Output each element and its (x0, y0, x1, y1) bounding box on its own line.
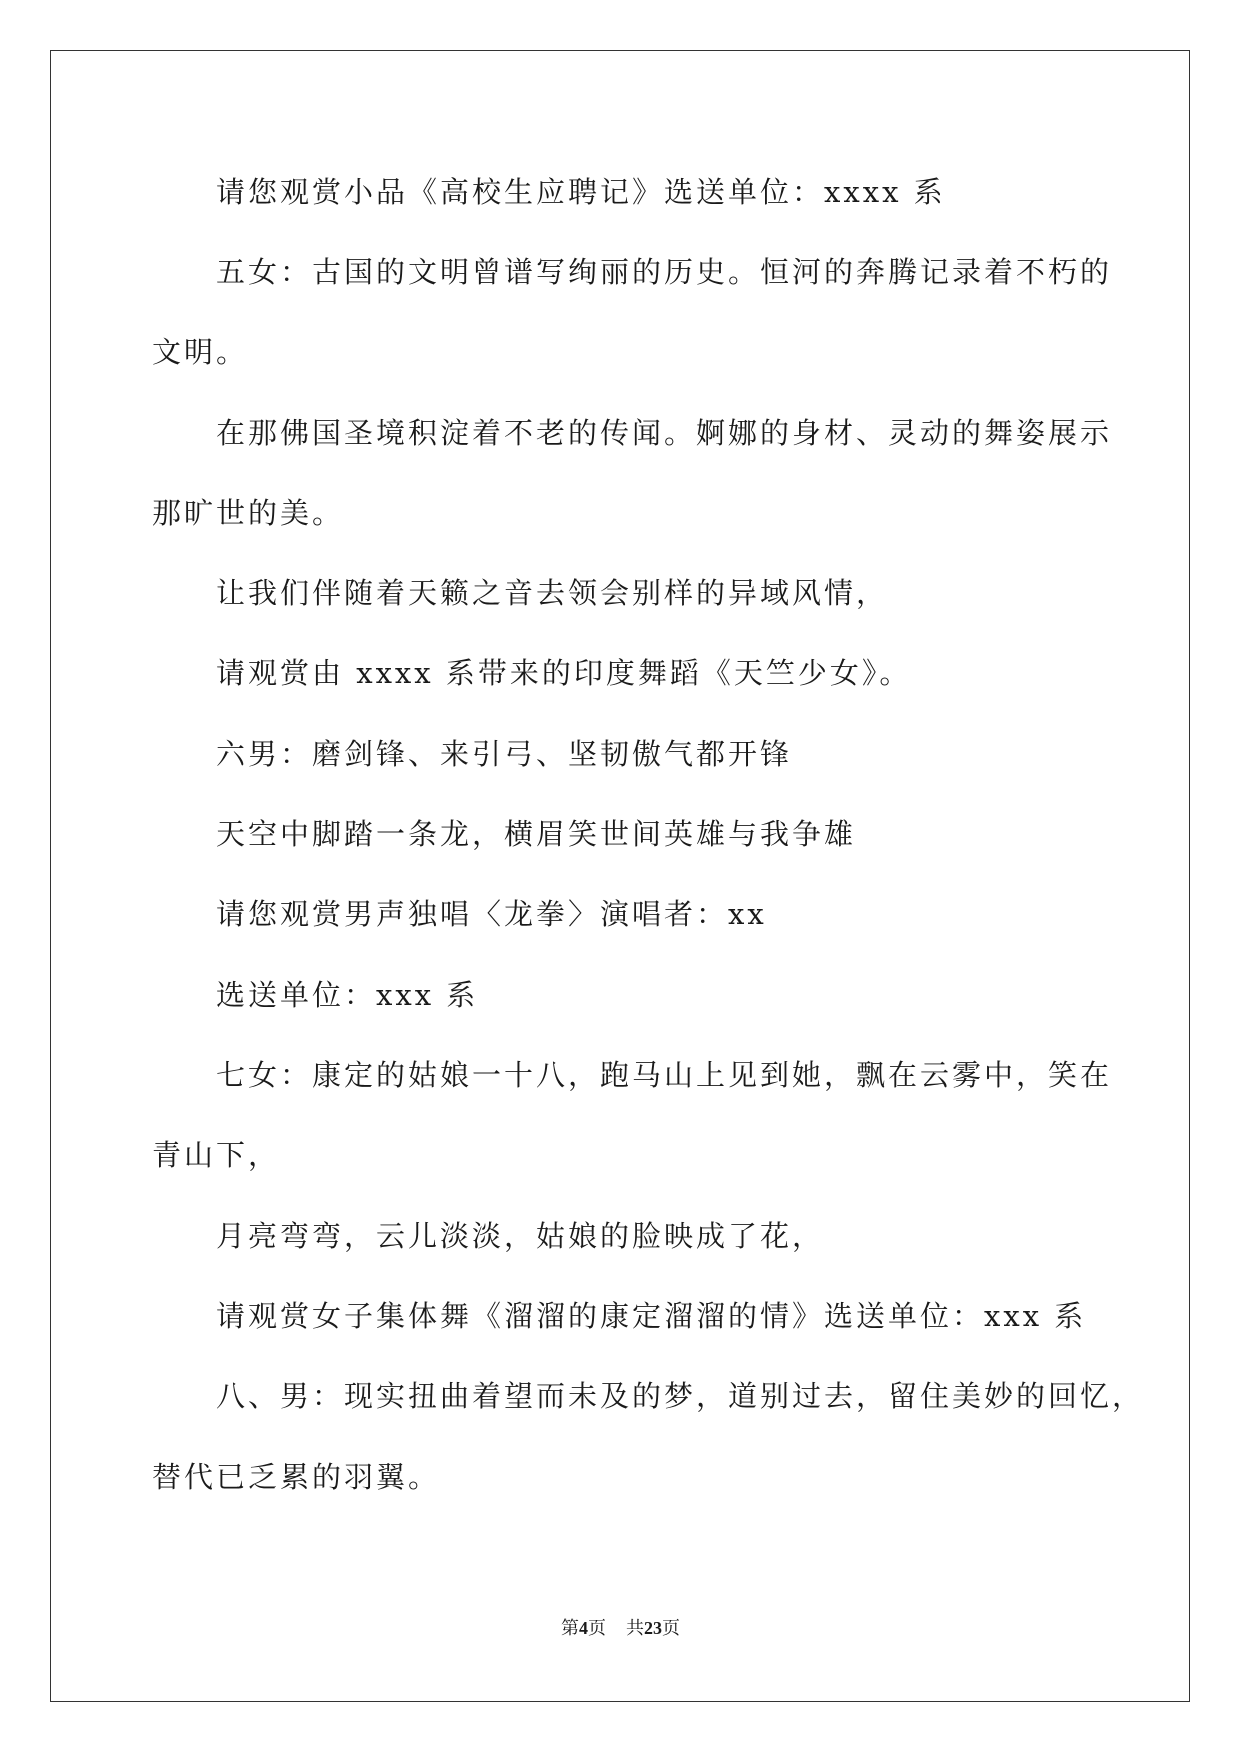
paragraph-line: 请您观赏小品《高校生应聘记》选送单位：xxxx 系 (216, 175, 946, 209)
paragraph-line: 那旷世的美。 (152, 496, 345, 530)
footer-total-pages: 23 (644, 1618, 662, 1638)
paragraph-line: 请观赏女子集体舞《溜溜的康定溜溜的情》选送单位：xxx 系 (216, 1299, 1087, 1333)
footer-total-prefix: 共 (626, 1618, 644, 1639)
paragraph-line: 让我们伴随着天籁之音去领会别样的异域风情， (216, 576, 889, 610)
paragraph-line: 请观赏由 xxxx 系带来的印度舞蹈《天竺少女》。 (216, 656, 912, 690)
paragraph-line: 天空中脚踏一条龙，横眉笑世间英雄与我争雄 (216, 817, 857, 851)
footer-total-unit: 页 (662, 1618, 680, 1639)
page-border (50, 50, 1190, 1702)
paragraph-line: 在那佛国圣境积淀着不老的传闻。婀娜的身材、灵动的舞姿展示 (216, 416, 1113, 450)
paragraph-line: 选送单位：xxx 系 (216, 978, 479, 1012)
footer-page-prefix: 第 (561, 1618, 579, 1639)
footer-page-unit: 页 (588, 1618, 606, 1639)
paragraph-line: 请您观赏男声独唱〈龙拳〉演唱者：xx (216, 897, 767, 931)
paragraph-line: 文明。 (152, 335, 249, 369)
paragraph-line: 七女：康定的姑娘一十八，跑马山上见到她，飘在云雾中，笑在 (216, 1058, 1113, 1092)
paragraph-line: 替代已乏累的羽翼。 (152, 1460, 441, 1494)
paragraph-line: 八、男：现实扭曲着望而未及的梦，道别过去，留住美妙的回忆， (216, 1379, 1145, 1413)
paragraph-line: 青山下， (152, 1138, 281, 1172)
paragraph-line: 六男：磨剑锋、来引弓、坚韧傲气都开锋 (216, 737, 793, 771)
paragraph-line: 五女：古国的文明曾谱写绚丽的历史。恒河的奔腾记录着不朽的 (216, 255, 1113, 289)
paragraph-line: 月亮弯弯，云儿淡淡，姑娘的脸映成了花， (216, 1219, 825, 1253)
footer-page-number: 4 (579, 1618, 588, 1638)
page-footer (0, 1616, 1241, 1641)
